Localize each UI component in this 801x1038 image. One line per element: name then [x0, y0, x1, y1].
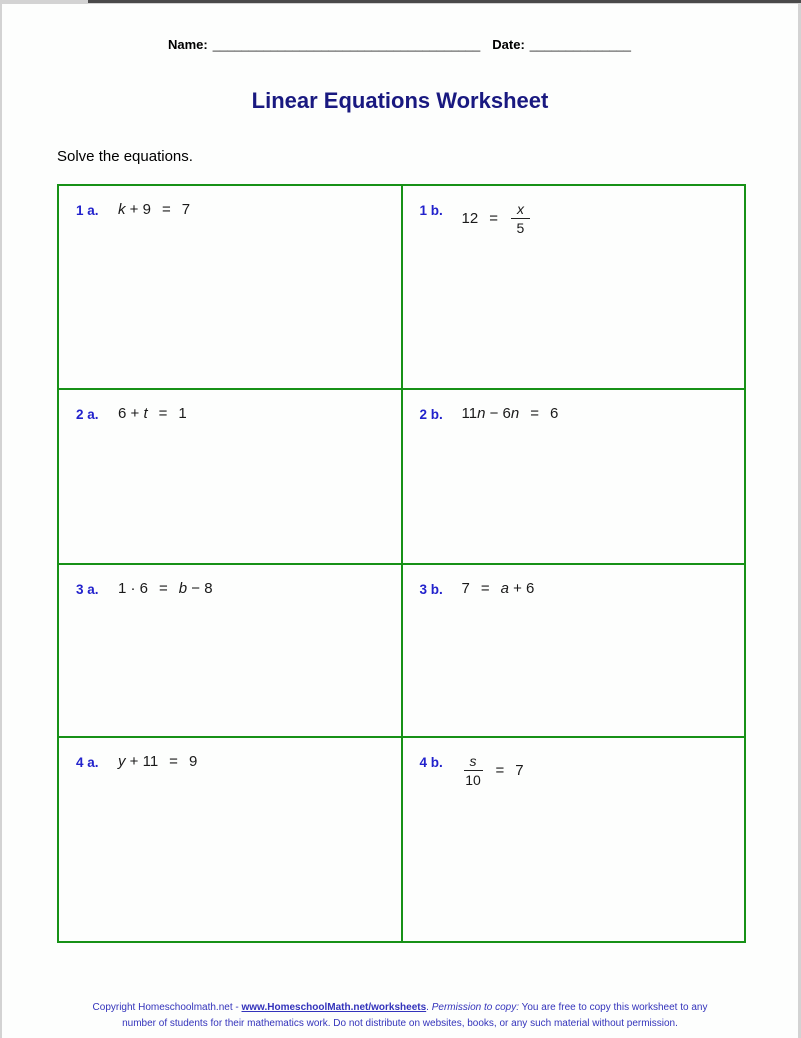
page-title: Linear Equations Worksheet	[251, 88, 549, 113]
equation-text: 1 · 6	[118, 580, 149, 597]
equals-sign: =	[158, 405, 168, 422]
problem-label: 1 b.	[419, 203, 443, 218]
equals-sign: =	[159, 580, 168, 597]
problem-label: 4 b.	[419, 755, 443, 770]
variable: n	[477, 405, 486, 422]
problem-label: 4 a.	[76, 755, 99, 770]
problem-label: 2 a.	[76, 407, 99, 422]
name-blank-line: _____________________________________	[212, 37, 481, 52]
variable: y	[118, 753, 126, 770]
equation-text: 12	[461, 210, 479, 228]
problem-cell	[402, 737, 746, 942]
date-blank-line: ______________	[529, 37, 632, 52]
problem-label: 3 b.	[419, 582, 443, 597]
worksheet-page	[2, 4, 798, 1038]
problem-cell	[58, 389, 402, 564]
equals-sign: =	[169, 753, 178, 770]
equation-text: 9	[188, 753, 198, 770]
fraction-numerator: x	[511, 201, 530, 219]
name-date-header	[168, 37, 798, 52]
equation-text: + 11	[125, 753, 159, 770]
equation	[118, 405, 187, 422]
footer-line-2: number of students for their mathematics work. Do not distribute on websites, books, or any such material without permission.	[122, 1018, 678, 1029]
footer	[2, 1000, 798, 1032]
equation-text: − 8	[187, 580, 213, 597]
problem-cell	[402, 564, 746, 737]
window-top-edge	[88, 0, 801, 3]
equals-sign: =	[495, 762, 505, 780]
variable: a	[500, 580, 509, 597]
instruction-text: Solve the equations.	[57, 148, 193, 165]
equation-text: + 9	[125, 201, 151, 218]
fraction	[464, 753, 483, 788]
problem-cell	[58, 737, 402, 942]
equation-text: 7	[181, 201, 191, 218]
equation	[462, 201, 532, 236]
fraction-denominator: 10	[465, 772, 481, 789]
problem-label: 2 b.	[419, 407, 443, 422]
problems-table	[57, 184, 746, 943]
problem-label: 1 a.	[76, 203, 99, 218]
equation	[462, 753, 524, 788]
permission-text: Permission to copy:	[431, 1002, 519, 1013]
problem-cell	[58, 185, 402, 389]
fraction	[511, 201, 530, 236]
worksheets-link[interactable]: www.HomeschoolMath.net/worksheets	[241, 1002, 427, 1013]
equation-text: 6 +	[118, 405, 144, 422]
equation	[118, 580, 213, 597]
date-label: Date:	[492, 37, 525, 52]
equation	[118, 753, 197, 770]
equation	[118, 201, 190, 218]
equals-sign: =	[161, 201, 171, 218]
equation-text: + 6	[508, 580, 535, 597]
equals-sign: =	[480, 580, 490, 597]
equation-text: 7	[461, 580, 470, 597]
equation	[462, 580, 535, 597]
fraction-numerator: s	[464, 753, 483, 771]
equals-sign: =	[489, 210, 498, 228]
fraction-denominator: 5	[516, 220, 525, 237]
equation	[462, 405, 559, 422]
problem-cell	[58, 564, 402, 737]
problem-cell	[402, 185, 746, 389]
equation-text: 11	[461, 405, 478, 422]
equation-text: 6	[549, 405, 559, 422]
name-label: Name:	[168, 37, 208, 52]
copyright-text: Copyright Homeschoolmath.net -	[92, 1002, 242, 1013]
problem-cell	[402, 389, 746, 564]
variable: k	[118, 201, 126, 218]
variable: t	[143, 405, 148, 422]
variable: b	[178, 580, 188, 597]
footer-line-1: Copyright Homeschoolmath.net - www.HomeschoolMath.net/worksheets. Permission to copy: You are free to copy this worksheet to any	[92, 1002, 708, 1013]
equation-text: 1	[178, 405, 187, 422]
equals-sign: =	[530, 405, 539, 422]
variable: n	[510, 405, 520, 422]
problem-label: 3 a.	[76, 582, 99, 597]
equation-text: − 6	[485, 405, 511, 422]
equation-text: 7	[515, 762, 524, 780]
